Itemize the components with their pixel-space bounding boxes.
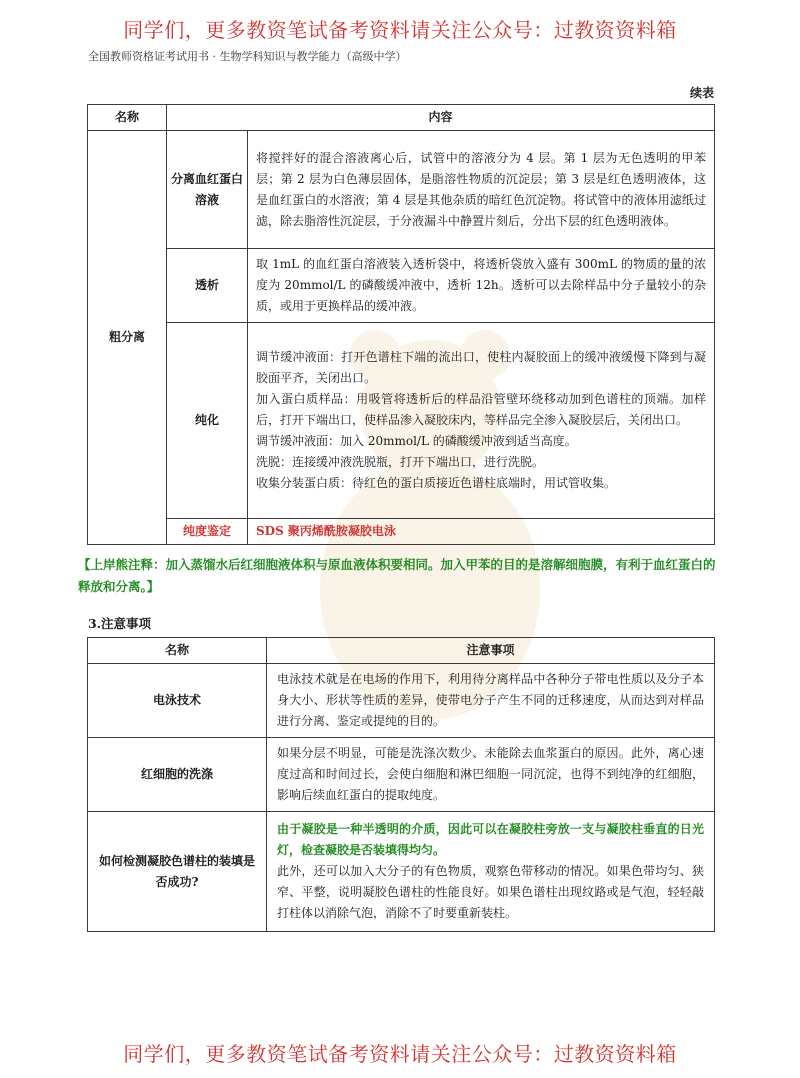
top-promo-banner: 同学们，更多教资笔试备考资料请关注公众号：过教资资料箱 [123, 18, 677, 42]
table2-header-name: 名称 [88, 638, 267, 664]
content-line: 将搅拌好的混合溶液离心后，试管中的溶液分为 4 层。第 1 层为无色透明的甲苯层；第 2 层为白色薄层固体，是脂溶性物质的沉淀层；第 3 层是红色透明液体，这是血红蛋白的水溶液；第 4 层是其他杂质的暗红色沉淀物。将试管中的液体用滤纸过滤，除去脂溶性沉淀层，于分液漏斗中静置片刻后，分出下层的红色透明液体。 [256, 150, 706, 228]
content-line: 电泳技术就是在电场的作用下，利用待分离样品中各种分子带电性质以及分子本身大小、形状等性质的差异，使带电分子产生不同的迁移速度，从而达到对样品进行分离、鉴定或提纯的目的。 [277, 672, 704, 728]
running-head: 全国教师资格证考试用书 · 生物学科知识与教学能力（高级中学） [88, 50, 407, 63]
table1-header-name: 名称 [88, 105, 167, 131]
row-name-rbc-wash: 红细胞的洗涤 [88, 738, 267, 812]
row-content-purity: SDS 聚丙烯酰胺凝胶电泳 [248, 519, 715, 545]
row-name-purification: 纯化 [167, 323, 248, 519]
table1-header-content: 内容 [167, 105, 715, 131]
row-content-column-check [267, 812, 715, 932]
row-name-electrophoresis: 电泳技术 [88, 664, 267, 738]
row-name-dialysis: 透析 [167, 249, 248, 323]
annotation-note: 【上岸熊注释：加入蒸馏水后红细胞液体积与原血液体积要相同。加入甲苯的目的是溶解细胞膜，有利于血红蛋白的释放和分离。】 [78, 557, 716, 594]
content-line: 如果分层不明显，可能是洗涤次数少、未能除去血浆蛋白的原因。此外，离心速度过高和时间过长，会使白细胞和淋巴细胞一同沉淀，也得不到纯净的红细胞，影响后续血红蛋白的提取纯度。 [277, 746, 704, 802]
content-line: 取 1mL 的血红蛋白溶液装入透析袋中，将透析袋放入盛有 300mL 的物质的量的浓度为 20mmol/L 的磷酸缓冲液中，透析 12h。透析可以去除样品中分子量较小的杂质，或用于更换样品的缓冲液。 [256, 257, 706, 313]
highlight-line: 由于凝胶是一种半透明的介质，因此可以在凝胶柱旁放一支与凝胶柱垂直的日光灯，检查凝胶是否装填得均匀。 [277, 822, 704, 857]
section-title: 3.注意事项 [88, 616, 152, 631]
purification-table [87, 104, 715, 545]
content-line: 调节缓冲液面：打开色谱柱下端的流出口，使柱内凝胶面上的缓冲液缓慢下降到与凝胶面平齐，关闭出口。 [256, 350, 706, 385]
continued-label: 续表 [689, 86, 714, 100]
bottom-promo-banner: 同学们，更多教资笔试备考资料请关注公众号：过教资资料箱 [123, 1042, 677, 1066]
row-name-separation: 分离血红蛋白溶液 [167, 131, 248, 249]
row-content-rbc-wash [267, 738, 715, 812]
row-content-dialysis [248, 249, 715, 323]
content-line: 调节缓冲液面：加入 20mmol/L 的磷酸缓冲液到适当高度。 [256, 434, 577, 448]
content-line: 收集分装蛋白质：待红色的蛋白质接近色谱柱底端时，用试管收集。 [256, 476, 617, 490]
row-name-column-check: 如何检测凝胶色谱柱的装填是否成功? [88, 812, 267, 932]
group-name-cell: 粗分离 [88, 131, 167, 545]
row-content-purification [248, 323, 715, 519]
content-line: 加入蛋白质样品：用吸管将透析后的样品沿管壁环绕移动加到色谱柱的顶端。加样后，打开下端出口，使样品渗入凝胶床内，等样品完全渗入凝胶层后，关闭出口。 [256, 392, 706, 427]
content-line: 此外，还可以加入大分子的有色物质，观察色带移动的情况。如果色带均匀、狭窄、平整，说明凝胶色谱柱的性能良好。如果色谱柱出现纹路或是气泡，轻轻敲打柱体以消除气泡，消除不了时要重新装柱。 [277, 864, 704, 920]
row-content-electrophoresis [267, 664, 715, 738]
row-content-separation [248, 131, 715, 249]
content-line: 洗脱：连接缓冲液洗脱瓶，打开下端出口，进行洗脱。 [256, 455, 545, 469]
row-name-purity: 纯度鉴定 [167, 519, 248, 545]
table2-header-content: 注意事项 [267, 638, 715, 664]
precautions-table [87, 637, 715, 932]
